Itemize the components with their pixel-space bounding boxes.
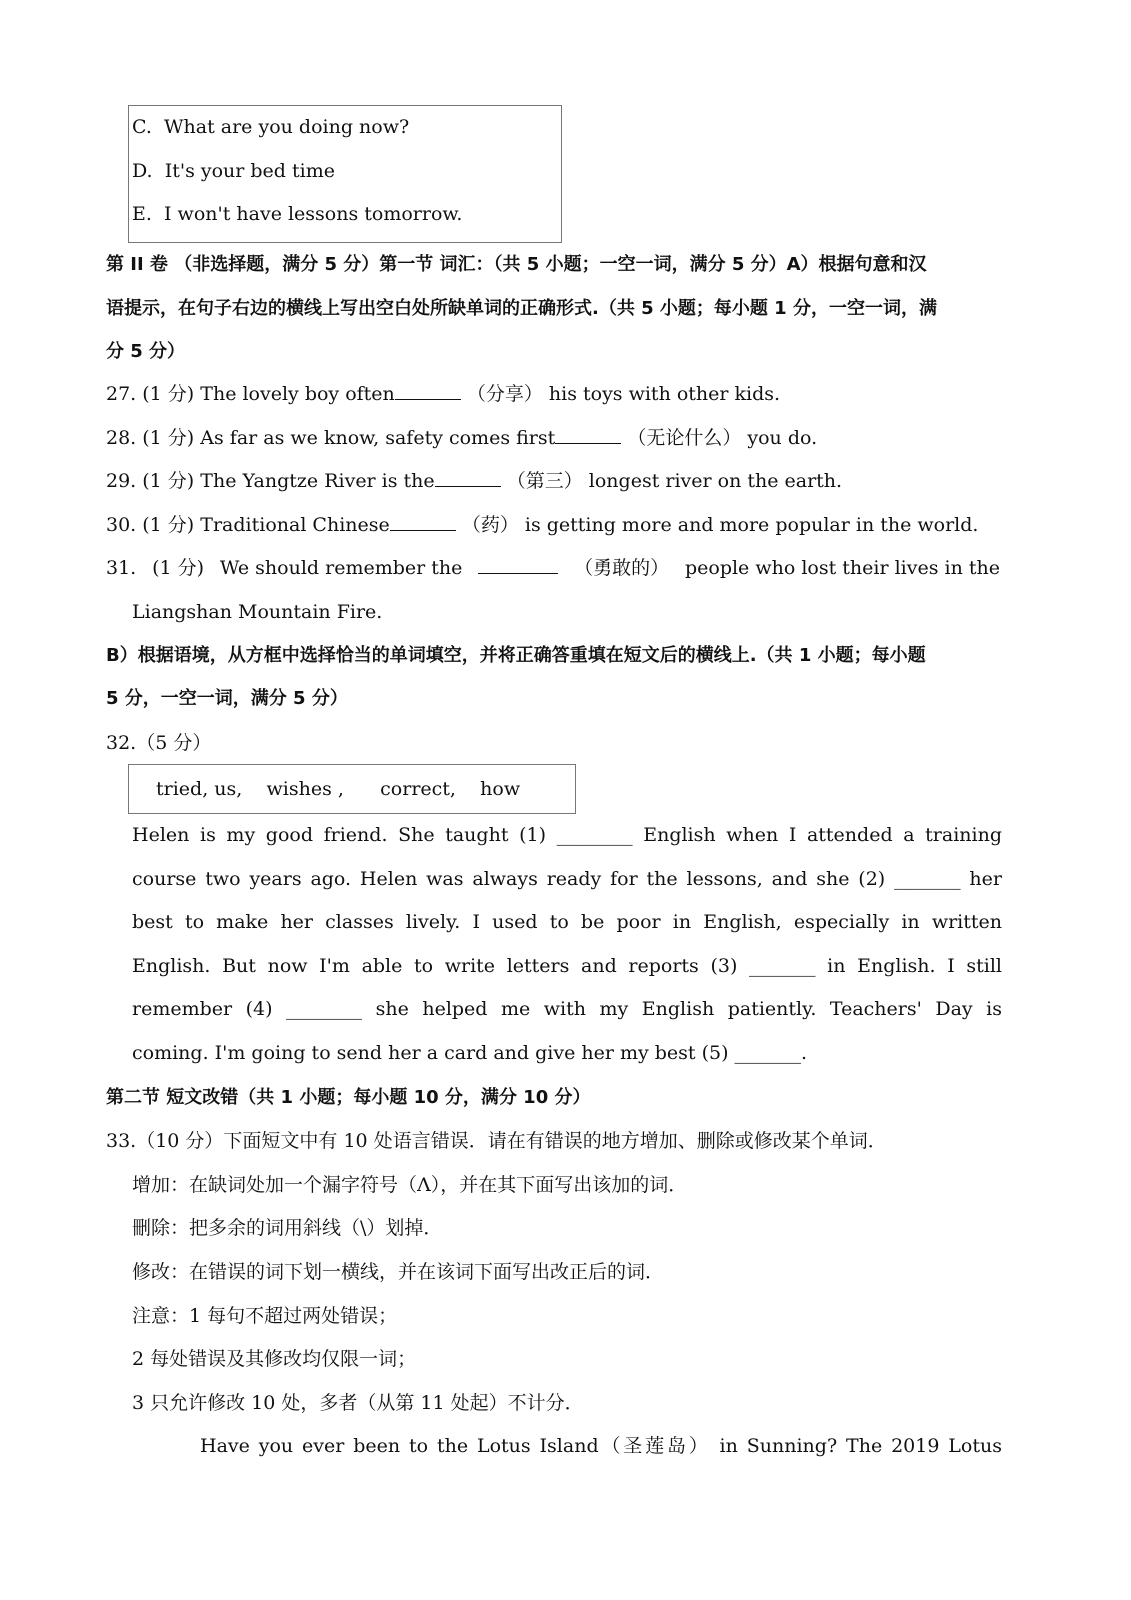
question-31: 31. (1 分) We should remember the （勇敢的） people who lost their lives in the <box>106 557 1000 579</box>
word-4: correct, <box>380 778 456 800</box>
note-1: 注意：1 每句不超过两处错误； <box>132 1305 398 1327</box>
option-d: D. It's your bed time <box>132 160 335 182</box>
passage-b-line-6: coming. I'm going to send her a card and give her my best (5) _______. <box>132 1042 808 1064</box>
question-33: 33.（10 分）下面短文中有 10 处语言错误．请在有错误的地方增加、删除或修改某个单词． <box>106 1130 887 1152</box>
word-2: us, <box>214 778 243 800</box>
part2-header-3: 分 5 分） <box>106 341 186 362</box>
option-e: E. I won't have lessons tomorrow. <box>132 203 463 225</box>
passage-b-line-1: Helen is my good friend. She taught (1) ________ English when I attended a training <box>132 824 1002 846</box>
word-1: tried, <box>156 778 209 800</box>
passage-b-line-5: remember (4) ________ she helped me with my English patiently. Teachers' Day is <box>132 998 1002 1020</box>
part2-header-2: 语提示，在句子右边的横线上写出空白处所缺单词的正确形式.（共 5 小题；每小题 1 分，一空一词，满 <box>106 298 937 319</box>
section-b-header-2: 5 分，一空一词，满分 5 分） <box>106 688 348 709</box>
passage-b-line-4: English. But now I'm able to write letters and reports (3) _______ in English. I still <box>132 955 1002 977</box>
question-30: 30. (1 分) Traditional Chinese （药） is getting more and more popular in the world. <box>106 514 979 536</box>
instruction-delete: 刪除：把多余的词用斜线（\）划掉． <box>132 1217 443 1239</box>
option-c: C. What are you doing now? <box>132 116 410 138</box>
note-2: 2 每处错误及其修改均仅限一词； <box>132 1348 417 1370</box>
word-5: how <box>480 778 521 800</box>
passage-b-line-2: course two years ago. Helen was always ready for the lessons, and she (2) _______ her <box>132 868 1002 890</box>
instruction-add: 增加：在缺词处加一个漏字符号（Λ），并在其下面写出该加的词． <box>132 1174 688 1196</box>
question-31-continued: Liangshan Mountain Fire. <box>132 601 383 623</box>
passage-33-start: Have you ever been to the Lotus Island（圣莲岛） in Sunning? The 2019 Lotus <box>200 1435 1002 1457</box>
note-3: 3 只允许修改 10 处，多者（从第 11 处起）不计分． <box>132 1392 584 1414</box>
section2-header: 第二节 短文改错（共 1 小题；每小题 10 分，满分 10 分） <box>106 1087 591 1108</box>
question-27: 27. (1 分) The lovely boy often （分享） his toys with other kids. <box>106 383 781 405</box>
question-28: 28. (1 分) As far as we know, safety comes first （无论什么） you do. <box>106 427 818 449</box>
word-box-words <box>156 776 520 802</box>
question-29: 29. (1 分) The Yangtze River is the （第三） longest river on the earth. <box>106 470 843 492</box>
word-3: wishes , <box>266 778 344 800</box>
instruction-modify: 修改：在错误的词下划一横线，并在该词下面写出改正后的词． <box>132 1261 665 1283</box>
section-b-header-1: B）根据语境，从方框中选择恰当的单词填空，并将正确答重填在短文后的横线上.（共 1 小题；每小题 <box>106 645 926 666</box>
question-32-label: 32.（5 分） <box>106 732 212 754</box>
passage-b-line-3: best to make her classes lively. I used to be poor in English, especially in written <box>132 911 1002 933</box>
part2-header-1: 第 II 卷 （非选择题，满分 5 分）第一节 词汇：（共 5 小题；一空一词，满分 5 分）A）根据句意和汉 <box>106 254 927 275</box>
